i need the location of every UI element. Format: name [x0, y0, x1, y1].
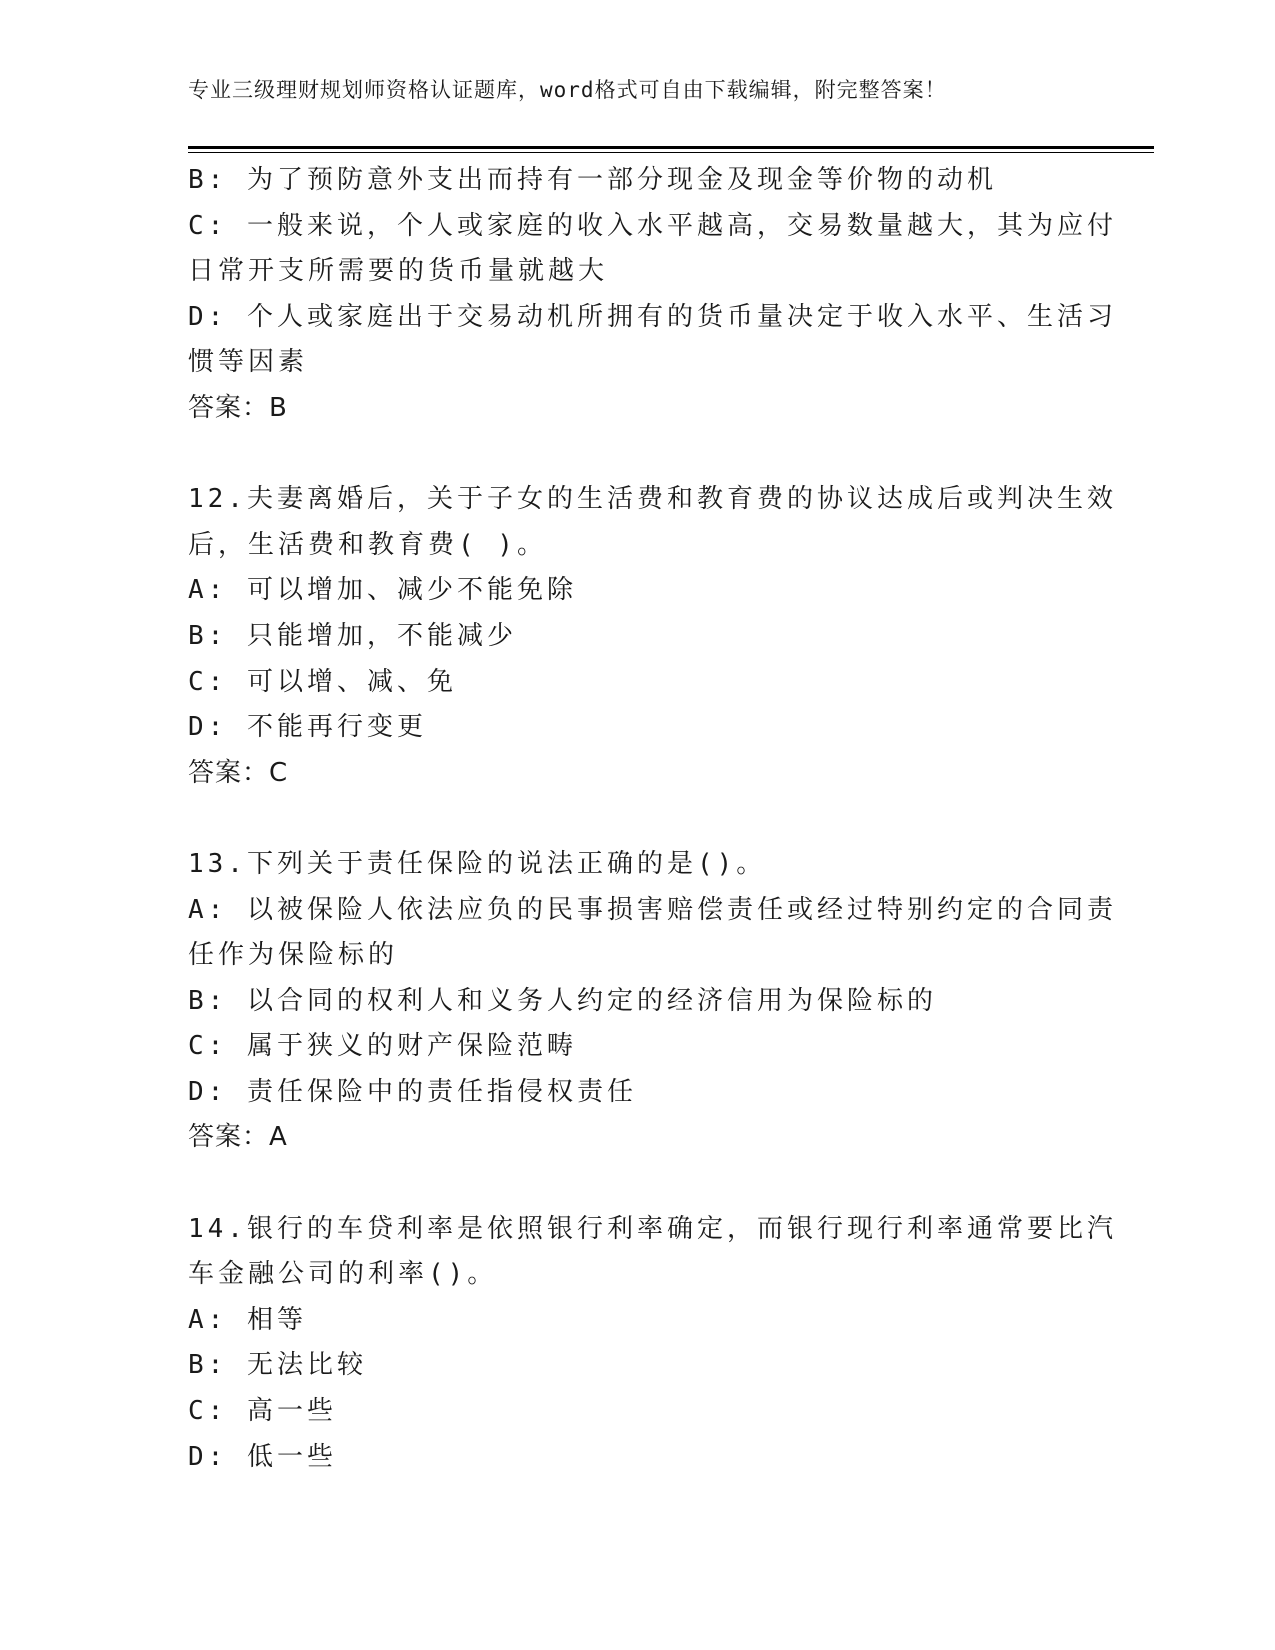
q14-option-c: C: 高一些: [188, 1396, 337, 1427]
q14-option-d: D: 低一些: [188, 1441, 337, 1472]
q13-option-c: C: 属于狭义的财产保险范畴: [188, 1031, 577, 1062]
spacer: [188, 1161, 1088, 1207]
header-rule-thin: [188, 152, 1154, 153]
q14-stem-line2: 车金融公司的利率()。: [188, 1259, 498, 1290]
q13-option-a-line1: A: 以被保险人依法应负的民事损害赔偿责任或经过特别约定的合同责: [188, 894, 1117, 925]
q11-option-d-line2: 惯等因素: [188, 347, 309, 378]
q12-option-c: C: 可以增、减、免: [188, 666, 457, 697]
q13-stem: 13.下列关于责任保险的说法正确的是()。: [188, 848, 767, 879]
q11-option-c-line2: 日常开支所需要的货币量就越大: [188, 256, 609, 287]
q11-answer: 答案：B: [188, 392, 288, 423]
spacer: [188, 796, 1088, 842]
q12-option-d: D: 不能再行变更: [188, 712, 427, 743]
q14-option-a: A: 相等: [188, 1304, 307, 1335]
q12-answer: 答案：C: [188, 757, 289, 788]
q11-option-c-line1: C: 一般来说，个人或家庭的收入水平越高，交易数量越大，其为应付: [188, 210, 1117, 241]
q11-option-b: B: 为了预防意外支出而持有一部分现金及现金等价物的动机: [188, 165, 997, 195]
q14-stem-line1: 14.银行的车贷利率是依照银行利率确定，而银行现行利率通常要比汽: [188, 1213, 1117, 1244]
page-header-title: 专业三级理财规划师资格认证题库，word格式可自由下载编辑，附完整答案！: [188, 78, 947, 102]
q12-option-b: B: 只能增加，不能减少: [188, 620, 517, 651]
question-14: [188, 1207, 1117, 1481]
q14-option-b: B: 无法比较: [188, 1350, 367, 1381]
q12-stem-line2: 后，生活费和教育费( )。: [188, 529, 547, 560]
q13-option-b: B: 以合同的权利人和义务人约定的经济信用为保险标的: [188, 985, 937, 1016]
q13-option-d: D: 责任保险中的责任指侵权责任: [188, 1076, 637, 1107]
q13-option-a-line2: 任作为保险标的: [188, 940, 399, 971]
question-11-tail: [188, 158, 1117, 432]
question-12: [188, 477, 1117, 796]
q13-answer: 答案：A: [188, 1122, 288, 1153]
q12-option-a: A: 可以增加、减少不能免除: [188, 575, 577, 606]
spacer: [188, 432, 1088, 478]
question-13: [188, 842, 1117, 1161]
q12-stem-line1: 12.夫妻离婚后，关于子女的生活费和教育费的协议达成后或判决生效: [188, 484, 1117, 515]
q11-option-d-line1: D: 个人或家庭出于交易动机所拥有的货币量决定于收入水平、生活习: [188, 301, 1117, 332]
header-rule-thick: [188, 146, 1154, 149]
question-content: [188, 158, 1117, 1480]
